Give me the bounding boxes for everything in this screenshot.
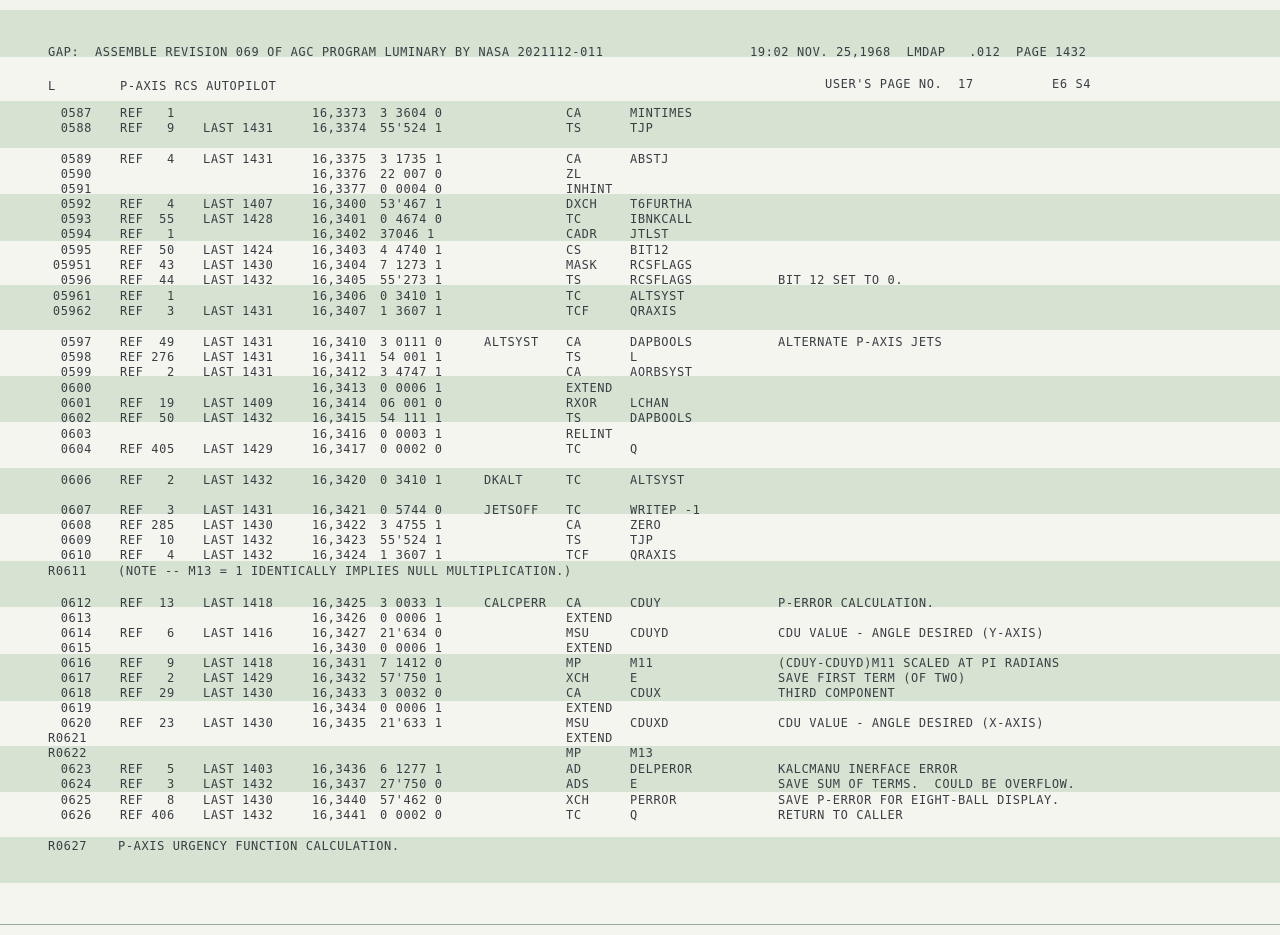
row-word: 27'750 0 — [380, 777, 443, 791]
row-op: DXCH — [566, 197, 598, 211]
row-op: CA — [566, 106, 582, 120]
row-operand: ALTSYST — [630, 473, 685, 487]
row-addr: 16,3431 — [312, 656, 367, 670]
row-op: INHINT — [566, 182, 613, 196]
row-word: 06 001 0 — [380, 396, 443, 410]
row-last: LAST 1431 — [203, 304, 274, 318]
row-comment: SAVE FIRST TERM (OF TWO) — [778, 671, 966, 685]
row-op: ADS — [566, 777, 590, 791]
row-op: TS — [566, 350, 582, 364]
row-line: 0610 — [60, 548, 92, 562]
row-addr: 16,3377 — [312, 182, 367, 196]
row-comment: KALCMANU INERFACE ERROR — [778, 762, 958, 776]
row-addr: 16,3422 — [312, 518, 367, 532]
row-addr: 16,3437 — [312, 777, 367, 791]
row-ref: REF 3 — [120, 777, 175, 791]
row-note: P-AXIS URGENCY FUNCTION CALCULATION. — [118, 839, 400, 853]
row-word: 3 3604 0 — [380, 106, 443, 120]
row-op: RXOR — [566, 396, 598, 410]
row-op: MP — [566, 656, 582, 670]
row-ref: REF 9 — [120, 656, 175, 670]
row-line: 0601 — [60, 396, 92, 410]
row-last: LAST 1424 — [203, 243, 274, 257]
row-word: 0 3410 1 — [380, 473, 443, 487]
row-line: 0593 — [60, 212, 92, 226]
row-operand: E — [630, 671, 638, 685]
row-line: 0609 — [60, 533, 92, 547]
row-line: R0622 — [48, 746, 88, 760]
row-word: 54 001 1 — [380, 350, 443, 364]
row-ref: REF 4 — [120, 152, 175, 166]
row-word: 0 0006 1 — [380, 641, 443, 655]
row-addr: 16,3401 — [312, 212, 367, 226]
subheader-marker: L — [48, 79, 56, 93]
row-word: 0 0006 1 — [380, 701, 443, 715]
row-operand: DAPBOOLS — [630, 335, 693, 349]
row-last: LAST 1428 — [203, 212, 274, 226]
row-op: TS — [566, 533, 582, 547]
row-ref: REF 50 — [120, 243, 175, 257]
row-line: 0597 — [60, 335, 92, 349]
row-ref: REF 13 — [120, 596, 175, 610]
row-line: 0619 — [60, 701, 92, 715]
row-ref: REF 1 — [120, 227, 175, 241]
row-line: 0603 — [60, 427, 92, 441]
row-addr: 16,3441 — [312, 808, 367, 822]
row-last: LAST 1432 — [203, 548, 274, 562]
row-addr: 16,3432 — [312, 671, 367, 685]
row-last: LAST 1418 — [203, 596, 274, 610]
row-addr: 16,3434 — [312, 701, 367, 715]
row-operand: CDUYD — [630, 626, 670, 640]
row-word: 0 0004 0 — [380, 182, 443, 196]
row-operand: E — [630, 777, 638, 791]
row-operand: ALTSYST — [630, 289, 685, 303]
row-line: R0611 — [48, 564, 88, 578]
row-word: 37046 1 — [380, 227, 435, 241]
row-word: 57'462 0 — [380, 793, 443, 807]
row-comment: BIT 12 SET TO 0. — [778, 273, 904, 287]
row-line: 0598 — [60, 350, 92, 364]
row-op: CA — [566, 686, 582, 700]
row-addr: 16,3433 — [312, 686, 367, 700]
row-operand: Q — [630, 442, 638, 456]
row-line: 0617 — [60, 671, 92, 685]
row-word: 4 4740 1 — [380, 243, 443, 257]
row-op: TS — [566, 121, 582, 135]
row-word: 1 3607 1 — [380, 304, 443, 318]
row-line: 0625 — [60, 793, 92, 807]
row-last: LAST 1430 — [203, 518, 274, 532]
row-comment: CDU VALUE - ANGLE DESIRED (X-AXIS) — [778, 716, 1045, 730]
row-word: 1 3607 1 — [380, 548, 443, 562]
row-line: 0602 — [60, 411, 92, 425]
row-last: LAST 1431 — [203, 121, 274, 135]
row-operand: WRITEP -1 — [630, 503, 701, 517]
row-last: LAST 1432 — [203, 777, 274, 791]
row-op: TC — [566, 503, 582, 517]
row-ref: REF 43 — [120, 258, 175, 272]
row-op: TC — [566, 212, 582, 226]
row-line: 0618 — [60, 686, 92, 700]
row-addr: 16,3403 — [312, 243, 367, 257]
row-operand: TJP — [630, 121, 654, 135]
row-line: 0595 — [60, 243, 92, 257]
row-word: 0 0002 0 — [380, 442, 443, 456]
page-code: E6 S4 — [1052, 77, 1092, 91]
row-word: 0 0006 1 — [380, 381, 443, 395]
row-addr: 16,3411 — [312, 350, 367, 364]
row-operand: T6FURTHA — [630, 197, 693, 211]
row-line: 0599 — [60, 365, 92, 379]
row-line: 0615 — [60, 641, 92, 655]
row-word: 55'524 1 — [380, 533, 443, 547]
row-addr: 16,3407 — [312, 304, 367, 318]
row-last: LAST 1432 — [203, 411, 274, 425]
row-line: 0608 — [60, 518, 92, 532]
row-addr: 16,3421 — [312, 503, 367, 517]
row-ref: REF 3 — [120, 304, 175, 318]
row-line: 0616 — [60, 656, 92, 670]
row-addr: 16,3415 — [312, 411, 367, 425]
row-last: LAST 1416 — [203, 626, 274, 640]
row-word: 21'634 0 — [380, 626, 443, 640]
row-op: RELINT — [566, 427, 613, 441]
row-line: 05951 — [52, 258, 92, 272]
row-word: 0 3410 1 — [380, 289, 443, 303]
row-addr: 16,3420 — [312, 473, 367, 487]
row-ref: REF 9 — [120, 121, 175, 135]
row-ref: REF 1 — [120, 289, 175, 303]
row-ref: REF 5 — [120, 762, 175, 776]
row-comment: (CDUY-CDUYD)M11 SCALED AT PI RADIANS — [778, 656, 1060, 670]
row-operand: TJP — [630, 533, 654, 547]
row-comment: P-ERROR CALCULATION. — [778, 596, 935, 610]
row-op: EXTEND — [566, 641, 613, 655]
row-ref: REF 49 — [120, 335, 175, 349]
row-op: EXTEND — [566, 611, 613, 625]
row-last: LAST 1418 — [203, 656, 274, 670]
row-line: 0591 — [60, 182, 92, 196]
row-word: 22 007 0 — [380, 167, 443, 181]
row-operand: AORBSYST — [630, 365, 693, 379]
row-operand: M11 — [630, 656, 654, 670]
row-label: DKALT — [484, 473, 524, 487]
row-operand: DELPEROR — [630, 762, 693, 776]
row-word: 3 4747 1 — [380, 365, 443, 379]
row-addr: 16,3436 — [312, 762, 367, 776]
row-ref: REF 285 — [120, 518, 175, 532]
row-line: 0624 — [60, 777, 92, 791]
row-addr: 16,3406 — [312, 289, 367, 303]
row-operand: ZERO — [630, 518, 662, 532]
row-op: MSU — [566, 716, 590, 730]
row-word: 53'467 1 — [380, 197, 443, 211]
row-line: 0606 — [60, 473, 92, 487]
row-last: LAST 1431 — [203, 350, 274, 364]
row-addr: 16,3427 — [312, 626, 367, 640]
row-last: LAST 1431 — [203, 335, 274, 349]
row-addr: 16,3405 — [312, 273, 367, 287]
row-word: 6 1277 1 — [380, 762, 443, 776]
row-line: 0587 — [60, 106, 92, 120]
row-operand: IBNKCALL — [630, 212, 693, 226]
row-addr: 16,3402 — [312, 227, 367, 241]
row-op: MSU — [566, 626, 590, 640]
row-ref: REF 406 — [120, 808, 175, 822]
row-label: ALTSYST — [484, 335, 539, 349]
row-last: LAST 1430 — [203, 793, 274, 807]
row-op: EXTEND — [566, 731, 613, 745]
row-comment: THIRD COMPONENT — [778, 686, 896, 700]
row-word: 0 0003 1 — [380, 427, 443, 441]
row-ref: REF 10 — [120, 533, 175, 547]
row-operand: CDUXD — [630, 716, 670, 730]
row-ref: REF 276 — [120, 350, 175, 364]
row-operand: BIT12 — [630, 243, 670, 257]
row-comment: CDU VALUE - ANGLE DESIRED (Y-AXIS) — [778, 626, 1045, 640]
row-op: CA — [566, 365, 582, 379]
row-operand: CDUX — [630, 686, 662, 700]
row-operand: DAPBOOLS — [630, 411, 693, 425]
row-operand: PERROR — [630, 793, 677, 807]
row-line: 05961 — [52, 289, 92, 303]
row-ref: REF 4 — [120, 197, 175, 211]
row-op: CADR — [566, 227, 598, 241]
row-word: 0 0006 1 — [380, 611, 443, 625]
row-word: 3 0111 0 — [380, 335, 443, 349]
row-word: 0 4674 0 — [380, 212, 443, 226]
row-operand: M13 — [630, 746, 654, 760]
row-op: EXTEND — [566, 381, 613, 395]
row-op: CA — [566, 596, 582, 610]
row-ref: REF 6 — [120, 626, 175, 640]
row-line: 0589 — [60, 152, 92, 166]
row-word: 57'750 1 — [380, 671, 443, 685]
row-line: R0621 — [48, 731, 88, 745]
row-comment: RETURN TO CALLER — [778, 808, 904, 822]
row-op: CA — [566, 335, 582, 349]
row-addr: 16,3440 — [312, 793, 367, 807]
row-line: 0620 — [60, 716, 92, 730]
row-ref: REF 1 — [120, 106, 175, 120]
row-last: LAST 1432 — [203, 473, 274, 487]
row-line: 0594 — [60, 227, 92, 241]
row-operand: RCSFLAGS — [630, 273, 693, 287]
row-addr: 16,3400 — [312, 197, 367, 211]
row-ref: REF 8 — [120, 793, 175, 807]
row-op: MASK — [566, 258, 598, 272]
row-line: 0612 — [60, 596, 92, 610]
row-addr: 16,3423 — [312, 533, 367, 547]
row-last: LAST 1409 — [203, 396, 274, 410]
row-ref: REF 44 — [120, 273, 175, 287]
row-op: AD — [566, 762, 582, 776]
row-addr: 16,3414 — [312, 396, 367, 410]
row-ref: REF 3 — [120, 503, 175, 517]
row-addr: 16,3424 — [312, 548, 367, 562]
row-addr: 16,3413 — [312, 381, 367, 395]
row-last: LAST 1432 — [203, 808, 274, 822]
row-operand: RCSFLAGS — [630, 258, 693, 272]
row-op: XCH — [566, 793, 590, 807]
row-word: 3 0033 1 — [380, 596, 443, 610]
row-line: 0613 — [60, 611, 92, 625]
row-line: 0590 — [60, 167, 92, 181]
row-addr: 16,3430 — [312, 641, 367, 655]
row-op: CA — [566, 518, 582, 532]
row-line: 0600 — [60, 381, 92, 395]
row-op: TC — [566, 442, 582, 456]
row-op: TCF — [566, 304, 590, 318]
row-comment: SAVE SUM OF TERMS. COULD BE OVERFLOW. — [778, 777, 1076, 791]
row-op: TCF — [566, 548, 590, 562]
row-ref: REF 29 — [120, 686, 175, 700]
row-last: LAST 1429 — [203, 671, 274, 685]
row-operand: CDUY — [630, 596, 662, 610]
row-ref: REF 2 — [120, 473, 175, 487]
row-addr: 16,3412 — [312, 365, 367, 379]
row-ref: REF 2 — [120, 365, 175, 379]
row-word: 54 111 1 — [380, 411, 443, 425]
row-addr: 16,3410 — [312, 335, 367, 349]
row-word: 21'633 1 — [380, 716, 443, 730]
row-op: TS — [566, 411, 582, 425]
row-addr: 16,3374 — [312, 121, 367, 135]
row-ref: REF 23 — [120, 716, 175, 730]
row-operand: L — [630, 350, 638, 364]
row-addr: 16,3404 — [312, 258, 367, 272]
row-line: 0588 — [60, 121, 92, 135]
row-op: MP — [566, 746, 582, 760]
row-word: 55'273 1 — [380, 273, 443, 287]
header-timestamp: 19:02 NOV. 25,1968 LMDAP .012 PAGE 1432 — [750, 45, 1087, 59]
row-word: 0 0002 0 — [380, 808, 443, 822]
row-label: CALCPERR — [484, 596, 547, 610]
row-ref: REF 405 — [120, 442, 175, 456]
row-addr: 16,3416 — [312, 427, 367, 441]
row-operand: QRAXIS — [630, 548, 677, 562]
row-last: LAST 1432 — [203, 273, 274, 287]
row-line: 0614 — [60, 626, 92, 640]
row-comment: ALTERNATE P-AXIS JETS — [778, 335, 943, 349]
paper-rule — [0, 924, 1280, 925]
row-note: (NOTE -- M13 = 1 IDENTICALLY IMPLIES NULL MULTIPLICATION.) — [118, 564, 572, 578]
row-ref: REF 19 — [120, 396, 175, 410]
row-last: LAST 1431 — [203, 152, 274, 166]
row-word: 7 1412 0 — [380, 656, 443, 670]
row-addr: 16,3425 — [312, 596, 367, 610]
row-ref: REF 2 — [120, 671, 175, 685]
row-ref: REF 55 — [120, 212, 175, 226]
row-line: 0596 — [60, 273, 92, 287]
row-op: TC — [566, 808, 582, 822]
row-op: TS — [566, 273, 582, 287]
row-op: ZL — [566, 167, 582, 181]
row-op: CA — [566, 152, 582, 166]
row-op: TC — [566, 289, 582, 303]
row-line: 0592 — [60, 197, 92, 211]
row-line: R0627 — [48, 839, 88, 853]
row-last: LAST 1430 — [203, 686, 274, 700]
row-addr: 16,3417 — [312, 442, 367, 456]
row-last: LAST 1432 — [203, 533, 274, 547]
row-addr: 16,3375 — [312, 152, 367, 166]
row-last: LAST 1403 — [203, 762, 274, 776]
row-op: TC — [566, 473, 582, 487]
row-operand: QRAXIS — [630, 304, 677, 318]
row-word: 3 1735 1 — [380, 152, 443, 166]
row-operand: ABSTJ — [630, 152, 670, 166]
row-line: 0607 — [60, 503, 92, 517]
row-last: LAST 1431 — [203, 365, 274, 379]
row-op: CS — [566, 243, 582, 257]
row-line: 0626 — [60, 808, 92, 822]
row-word: 0 5744 0 — [380, 503, 443, 517]
header-title: GAP: ASSEMBLE REVISION 069 OF AGC PROGRAM LUMINARY BY NASA 2021112-011 — [48, 45, 604, 59]
row-op: XCH — [566, 671, 590, 685]
row-addr: 16,3426 — [312, 611, 367, 625]
row-last: LAST 1431 — [203, 503, 274, 517]
row-comment: SAVE P-ERROR FOR EIGHT-BALL DISPLAY. — [778, 793, 1060, 807]
row-line: 0604 — [60, 442, 92, 456]
users-page-number: USER'S PAGE NO. 17 — [825, 77, 974, 91]
row-addr: 16,3376 — [312, 167, 367, 181]
row-line: 0623 — [60, 762, 92, 776]
section-title: P-AXIS RCS AUTOPILOT — [120, 79, 277, 93]
row-last: LAST 1430 — [203, 258, 274, 272]
row-last: LAST 1430 — [203, 716, 274, 730]
row-last: LAST 1429 — [203, 442, 274, 456]
row-operand: MINTIMES — [630, 106, 693, 120]
row-addr: 16,3373 — [312, 106, 367, 120]
row-addr: 16,3435 — [312, 716, 367, 730]
row-ref: REF 50 — [120, 411, 175, 425]
row-label: JETSOFF — [484, 503, 539, 517]
row-word: 3 0032 0 — [380, 686, 443, 700]
row-op: EXTEND — [566, 701, 613, 715]
row-line: 05962 — [52, 304, 92, 318]
row-word: 55'524 1 — [380, 121, 443, 135]
row-word: 7 1273 1 — [380, 258, 443, 272]
row-operand: Q — [630, 808, 638, 822]
row-word: 3 4755 1 — [380, 518, 443, 532]
row-last: LAST 1407 — [203, 197, 274, 211]
row-operand: LCHAN — [630, 396, 670, 410]
row-ref: REF 4 — [120, 548, 175, 562]
row-operand: JTLST — [630, 227, 670, 241]
